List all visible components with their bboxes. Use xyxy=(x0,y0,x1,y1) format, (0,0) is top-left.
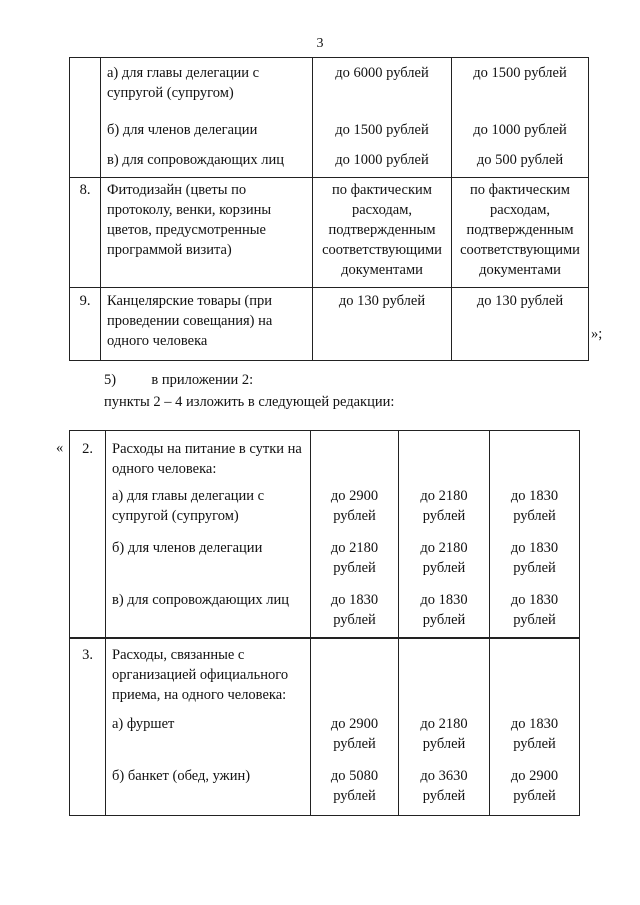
page-number: 3 xyxy=(316,36,324,51)
row-value: до 1830 рублей xyxy=(490,590,580,638)
row-description: Расходы на питание в сутки на одного человека: xyxy=(106,431,311,486)
row-value xyxy=(311,431,399,486)
amendment-item xyxy=(104,372,253,389)
table-row xyxy=(70,178,589,288)
table-row xyxy=(70,590,580,638)
row-number xyxy=(70,58,101,120)
row-description: в) для сопровождающих лиц xyxy=(101,150,313,178)
item-text: в приложении 2: xyxy=(151,372,254,388)
row-value: до 1500 рублей xyxy=(313,120,452,150)
row-value: до 2180 рублей xyxy=(399,486,490,538)
row-number xyxy=(70,486,106,538)
row-value: до 130 рублей xyxy=(313,288,452,361)
row-number xyxy=(70,766,106,816)
row-value xyxy=(399,431,490,486)
row-value: до 1830 рублей xyxy=(490,714,580,766)
row-number xyxy=(70,120,101,150)
row-number: 2. xyxy=(70,431,106,486)
row-description: в) для сопровождающих лиц xyxy=(106,590,311,638)
row-value: по фактическим расходам, подтвержденным соответствующими документами xyxy=(313,178,452,288)
row-description: б) для членов делегации xyxy=(101,120,313,150)
row-number: 3. xyxy=(70,638,106,714)
table-row xyxy=(70,288,589,361)
amendment-instruction: пункты 2 – 4 изложить в следующей редакции: xyxy=(104,394,395,410)
table-row xyxy=(70,766,580,816)
row-description: а) для главы делегации с супругой (супругом) xyxy=(101,58,313,120)
row-value: до 2900 рублей xyxy=(311,486,399,538)
row-number xyxy=(70,714,106,766)
row-value: до 130 рублей xyxy=(452,288,589,361)
row-value: до 6000 рублей xyxy=(313,58,452,120)
row-value: до 1830 рублей xyxy=(490,538,580,590)
row-number xyxy=(70,150,101,178)
row-value: до 1830 рублей xyxy=(399,590,490,638)
row-value: до 2180 рублей xyxy=(311,538,399,590)
row-description: Канцелярские товары (при проведении совещания) на одного человека xyxy=(101,288,313,361)
table-row xyxy=(70,150,589,178)
row-description: Фитодизайн (цветы по протоколу, венки, корзины цветов, предусмотренные программой визита) xyxy=(101,178,313,288)
item-number: 5) xyxy=(104,372,117,388)
row-value: до 2180 рублей xyxy=(399,714,490,766)
row-value: до 1830 рублей xyxy=(490,486,580,538)
table-row xyxy=(70,58,589,120)
row-value: до 1000 рублей xyxy=(452,120,589,150)
row-number xyxy=(70,538,106,590)
row-description: Расходы, связанные с организацией официального приема, на одного человека: xyxy=(106,638,311,714)
row-value xyxy=(490,431,580,486)
row-description: а) для главы делегации с супругой (супругом) xyxy=(106,486,311,538)
closing-quote: »; xyxy=(591,326,603,342)
table-row xyxy=(70,486,580,538)
row-number xyxy=(70,590,106,638)
row-value: до 2900 рублей xyxy=(490,766,580,816)
table-row xyxy=(70,714,580,766)
row-value: по фактическим расходам, подтвержденным соответствующими документами xyxy=(452,178,589,288)
table-row xyxy=(70,538,580,590)
row-description: а) фуршет xyxy=(106,714,311,766)
expenses-table-continued xyxy=(69,57,589,361)
expenses-table-annex2 xyxy=(69,430,580,816)
row-value xyxy=(311,638,399,714)
row-number: 8. xyxy=(70,178,101,288)
row-value xyxy=(490,638,580,714)
row-value: до 2900 рублей xyxy=(311,714,399,766)
row-value: до 1000 рублей xyxy=(313,150,452,178)
row-value: до 5080 рублей xyxy=(311,766,399,816)
row-value xyxy=(399,638,490,714)
table-row xyxy=(70,638,580,714)
opening-quote: « xyxy=(56,440,64,456)
row-value: до 1500 рублей xyxy=(452,58,589,120)
row-value: до 3630 рублей xyxy=(399,766,490,816)
row-value: до 500 рублей xyxy=(452,150,589,178)
row-description: б) банкет (обед, ужин) xyxy=(106,766,311,816)
row-value: до 2180 рублей xyxy=(399,538,490,590)
row-number: 9. xyxy=(70,288,101,361)
row-value: до 1830 рублей xyxy=(311,590,399,638)
table-row xyxy=(70,431,580,486)
row-description: б) для членов делегации xyxy=(106,538,311,590)
table-row xyxy=(70,120,589,150)
